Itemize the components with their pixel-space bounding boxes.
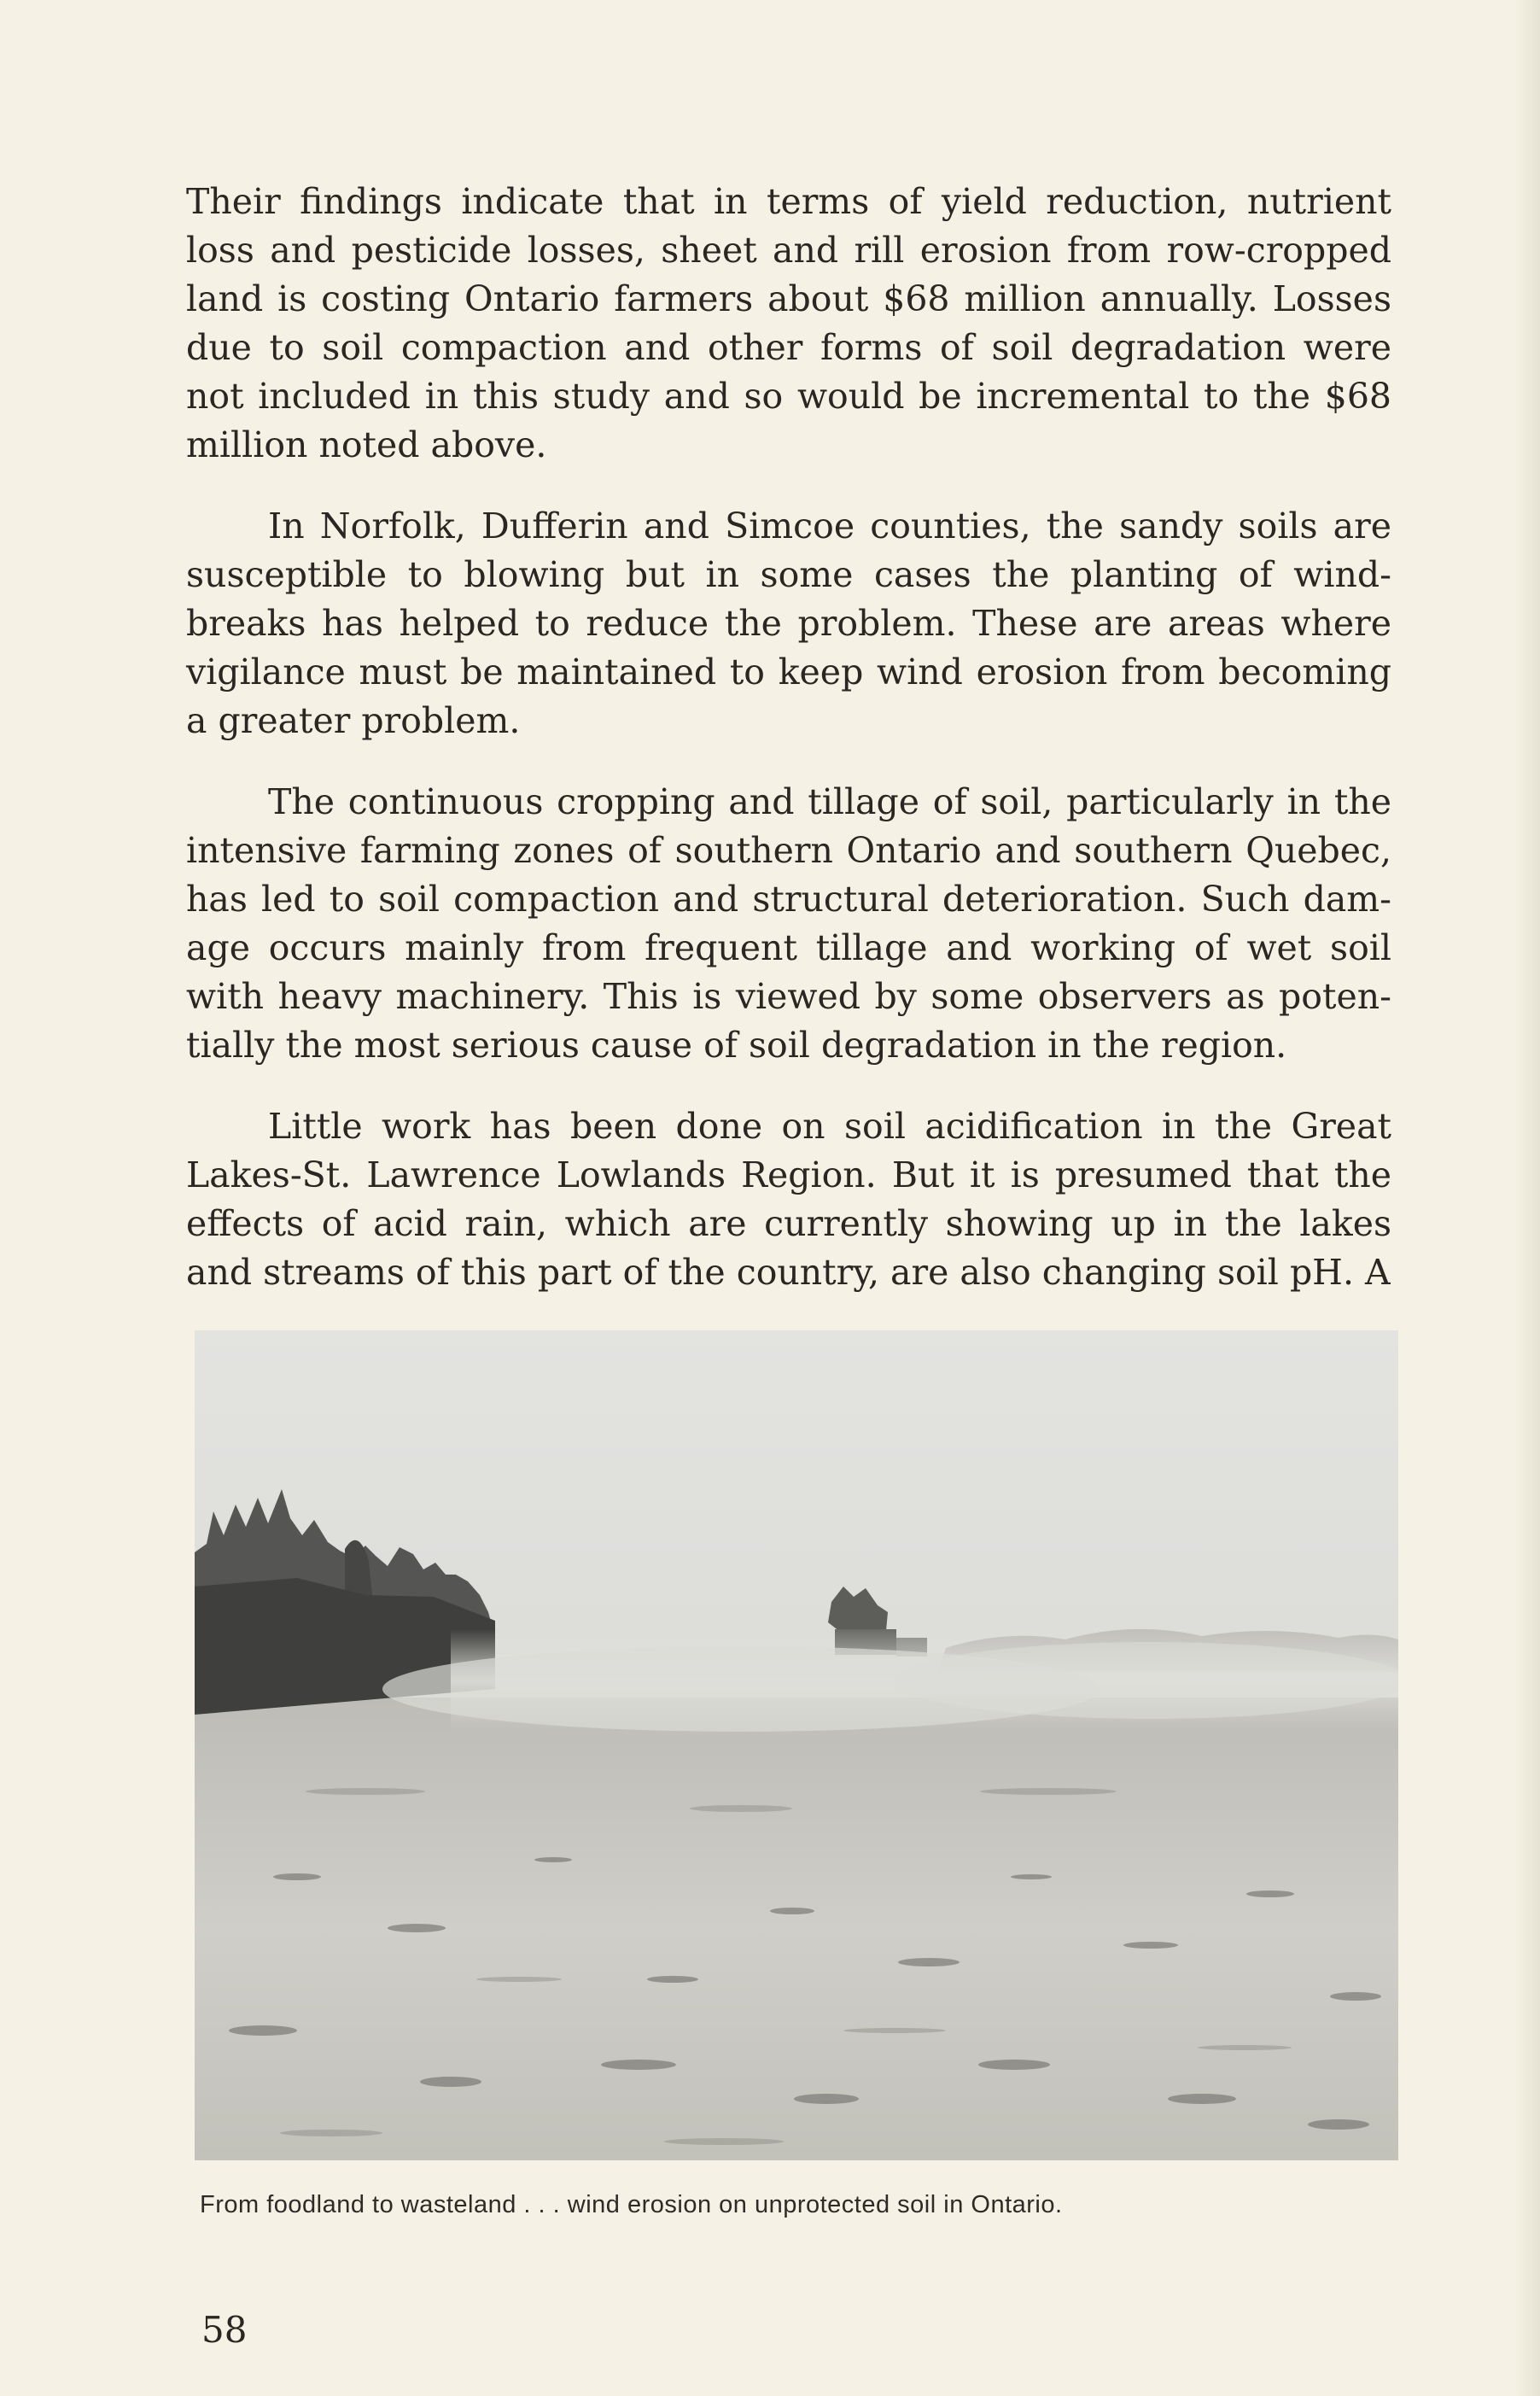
page-number: 58 (201, 2309, 248, 2351)
paragraph-3: The continuous cropping and tillage of soil, particularly in the intensive farming zones of southern Ontario and southern Quebec, has led to soil compaction and structural deterioration. Such damage occurs mainly from frequent tillage and working of wet soil with heavy machinery. This is viewed by some observers as potentially the most serious cause of soil degradation in the region. (186, 781, 1391, 1066)
wind-erosion-photo (195, 1330, 1398, 2160)
paragraph-4: Little work has been done on soil acidification in the Great Lakes-St. Lawrence Lowlands Region. But it is presumed that the effects of acid rain, which are currently showing up in the lakes and streams of this part of the country, are also changing soil pH. A (186, 1106, 1391, 1293)
paragraph-1: Their findings indicate that in terms of yield reduction, nutrient loss and pesticide losses, sheet and rill erosion from row-cropped land is costing Ontario farmers about $68 million annually. Losses due to soil compaction and other forms of soil degradation were not included in this study and so would be incremental to the $68 million noted above. (186, 181, 1391, 465)
photo-illustration (195, 1330, 1398, 2160)
photo-caption: From foodland to wasteland . . . wind erosion on unprotected soil in Ontario. (200, 2191, 1063, 2218)
paragraph-2: In Norfolk, Dufferin and Simcoe counties, the sandy soils are susceptible to blowing but in some cases the planting of windbreaks has helped to reduce the problem. These are areas where vigilance must be maintained to keep wind erosion from becoming a greater problem. (186, 505, 1391, 741)
page-edge-shadow (1514, 0, 1540, 2396)
body-text (186, 178, 1391, 1329)
